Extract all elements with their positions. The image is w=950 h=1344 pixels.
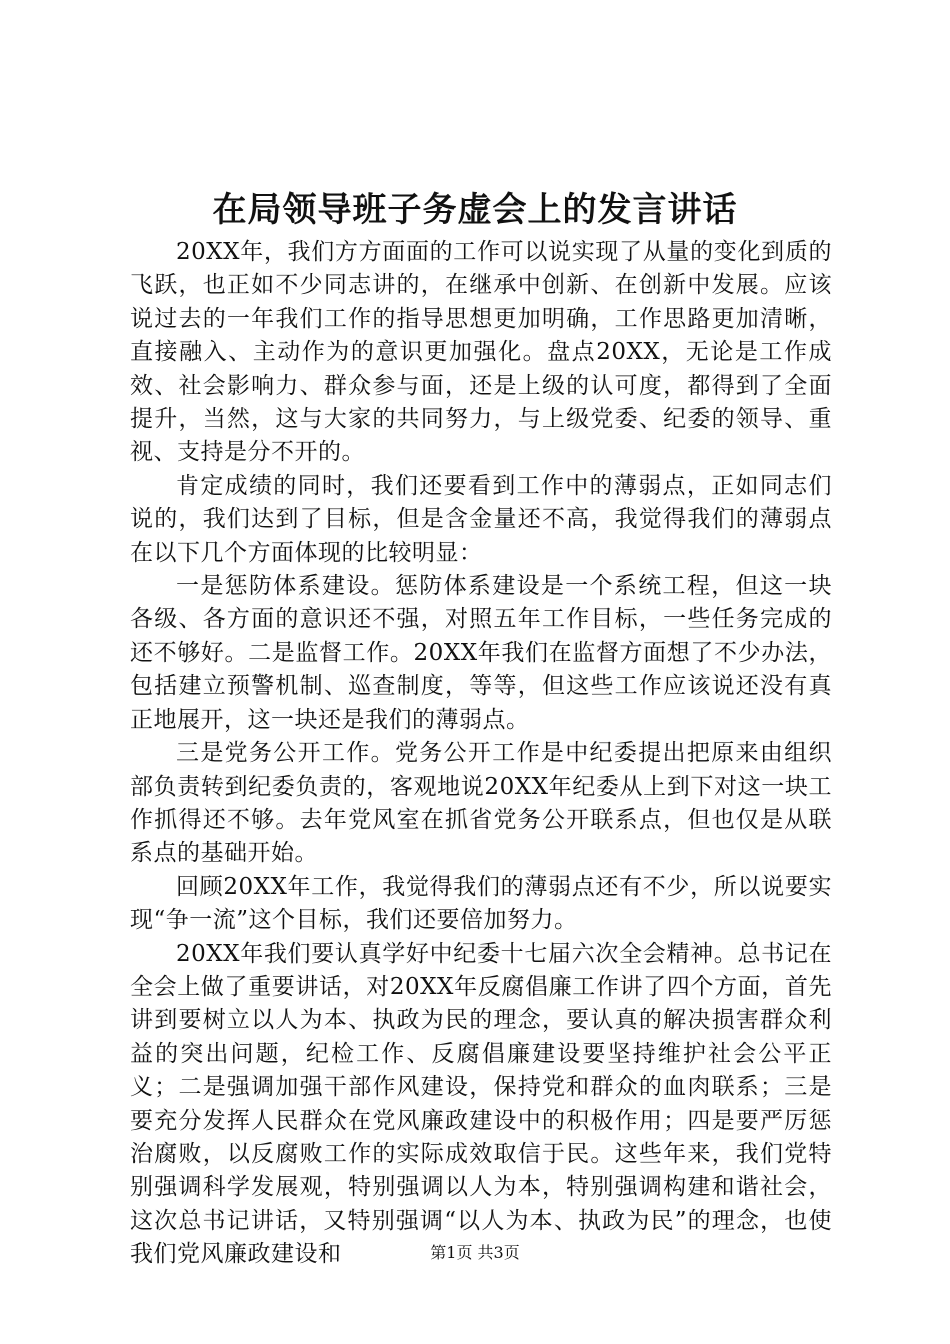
paragraph: 20XX年我们要认真学好中纪委十七届六次全会精神。总书记在全会上做了重要讲话，对20XX年反腐倡廉工作讲了四个方面，首先讲到要树立以人为本、执政为民的理念，要认真的解决损害群众利益的突出问题，纪检工作、反腐倡廉建设要坚持维护社会公平正义；二是强调加强干部作风建设，保持党和群众的血肉联系；三是要充分发挥人民群众在党风廉政建设中的积极作用；四是要严厉惩治腐败，以反腐败工作的实际成效取信于民。这些年来，我们党特别强调科学发展观，特别强调以人为本，特别强调构建和谐社会，这次总书记讲话，又特别强调“以人为本、执政为民”的理念，也使我们党风廉政建设和 [130, 940, 832, 1268]
document-title: 在局领导班子务虚会上的发言讲话 [212, 190, 738, 230]
page-number-footer: 第1页 共3页 [430, 1243, 520, 1262]
paragraph: 肯定成绩的同时，我们还要看到工作中的薄弱点，正如同志们说的，我们达到了目标，但是含金量还不高，我觉得我们的薄弱点在以下几个方面体现的比较明显： [130, 472, 832, 566]
document-body [130, 236, 832, 1272]
paragraph: 三是党务公开工作。党务公开工作是中纪委提出把原来由组织部负责转到纪委负责的，客观地说20XX年纪委从上到下对这一块工作抓得还不够。去年党风室在抓省党务公开联系点，但也仅是从联系点的基础开始。 [130, 740, 832, 867]
paragraph: 20XX年，我们方方面面的工作可以说实现了从量的变化到质的飞跃，也正如不少同志讲的，在继承中创新、在创新中发展。应该说过去的一年我们工作的指导思想更加明确，工作思路更加清晰，直接融入、主动作为的意识更加强化。盘点20XX，无论是工作成效、社会影响力、群众参与面，还是上级的认可度，都得到了全面提升，当然，这与大家的共同努力，与上级党委、纪委的领导、重视、支持是分不开的。 [130, 239, 832, 466]
paragraph: 回顾20XX年工作，我觉得我们的薄弱点还有不少，所以说要实现“争一流”这个目标，我们还要倍加努力。 [130, 873, 832, 934]
paragraph: 一是惩防体系建设。惩防体系建设是一个系统工程，但这一块各级、各方面的意识还不强，对照五年工作目标，一些任务完成的还不够好。二是监督工作。20XX年我们在监督方面想了不少办法，包括建立预警机制、巡查制度，等等，但这些工作应该说还没有真正地展开，这一块还是我们的薄弱点。 [130, 573, 832, 733]
